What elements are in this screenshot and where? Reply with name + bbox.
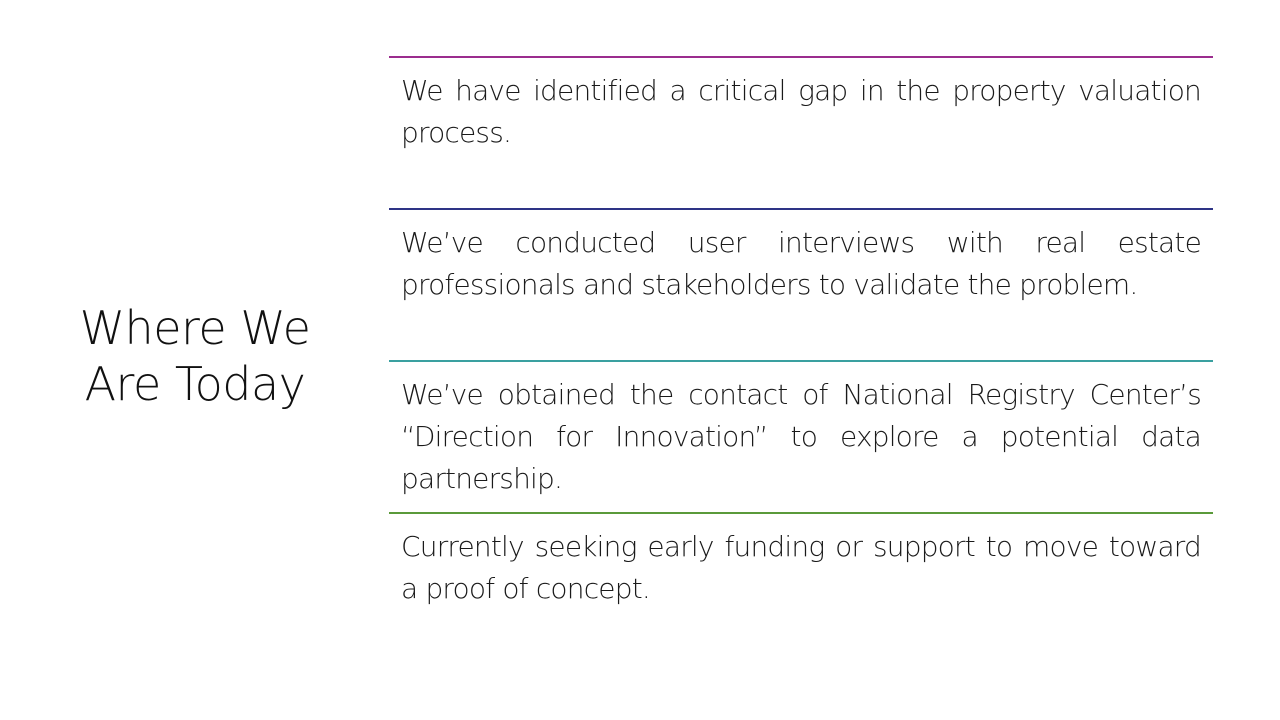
status-item-interviews: [389, 208, 1213, 360]
status-item-funding: [389, 512, 1213, 664]
status-item-gap: [389, 56, 1213, 208]
status-item-text: We’ve conducted user interviews with real estate professionals and stakeholders to validate the problem.: [401, 226, 1201, 301]
slide-title: Where We Are Today: [79, 301, 311, 411]
status-item-text: We’ve obtained the contact of National Registry Center’s “Direction for Innovation” to explore a potential data partnership.: [401, 378, 1201, 495]
status-item-text: Currently seeking early funding or support to move toward a proof of concept.: [401, 530, 1201, 605]
status-list: [389, 56, 1213, 664]
status-item-partnership: [389, 360, 1213, 512]
status-item-text: We have identified a critical gap in the property valuation process.: [401, 74, 1201, 149]
